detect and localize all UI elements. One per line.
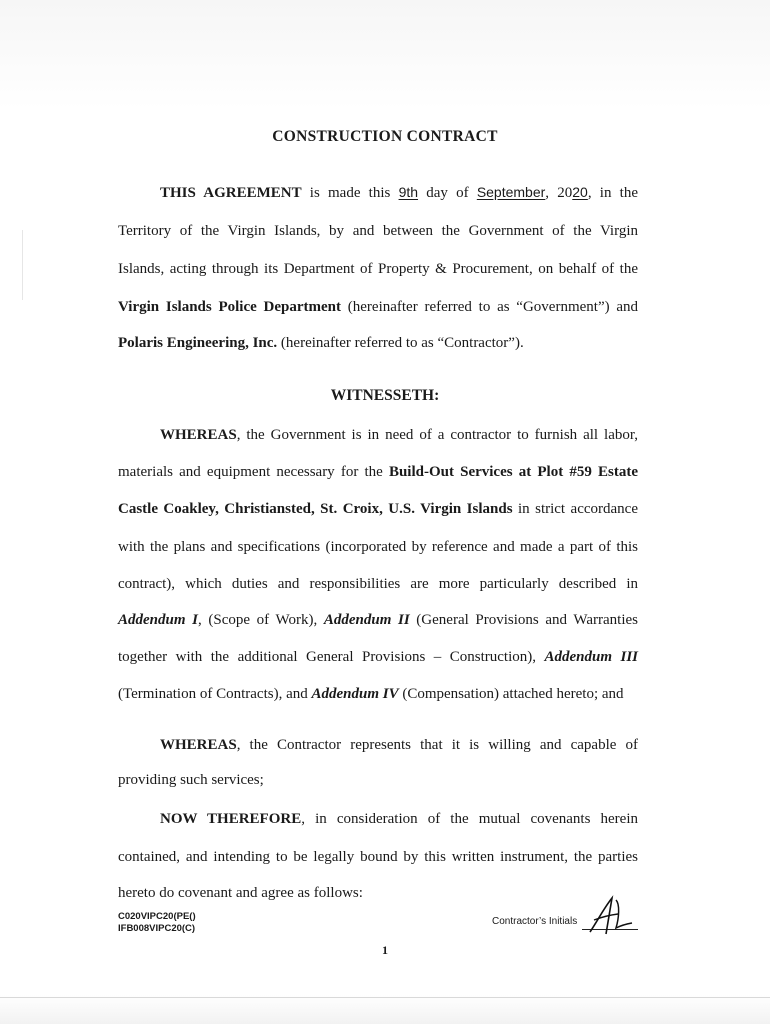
year-field: 20 <box>572 184 588 200</box>
whereas1-line-2: materials and equipment necessary for the Build-Out Services at Plot #59 Estate <box>118 464 638 480</box>
whereas2-line-1: WHEREAS, the Contractor represents that it is willing and capable of <box>160 737 638 753</box>
whereas2-line-2: providing such services; <box>118 772 264 788</box>
whereas1-line-3: Castle Coakley, Christiansted, St. Croix, U.S. Virgin Islands in strict accordance <box>118 501 638 517</box>
whereas1-line-5: contract), which duties and responsibilities are more particularly described in <box>118 576 638 592</box>
scan-edge <box>0 997 770 998</box>
whereas1-line-1: WHEREAS, the Government is in need of a contractor to furnish all labor, <box>160 427 638 443</box>
project-location: Castle Coakley, Christiansted, St. Croix, U.S. Virgin Islands <box>118 501 513 517</box>
scan-bleed-top <box>0 0 770 110</box>
whereas1-line-4: with the plans and specifications (incorporated by reference and made a part of this <box>118 539 638 555</box>
page-number: 1 <box>382 943 388 957</box>
opening-line-3: Islands, acting through its Department of Property & Procurement, on behalf of the <box>118 261 638 277</box>
initials-label: Contractor’s Initials <box>492 916 578 927</box>
initials-signature <box>586 890 634 938</box>
month-field: September <box>476 184 546 200</box>
agency-name: Virgin Islands Police Department <box>118 299 342 315</box>
contract-code: C020VIPC20(PE() <box>118 911 196 922</box>
opening-line-5: Polaris Engineering, Inc. (hereinafter referred to as “Contractor”). <box>118 335 524 351</box>
whereas1-line-7: together with the additional General Provisions – Construction), Addendum III <box>118 649 639 665</box>
scan-mark <box>22 230 23 300</box>
document-title: CONSTRUCTION CONTRACT <box>272 128 498 145</box>
whereas1-line-6: Addendum I, (Scope of Work), Addendum II (General Provisions and Warranties <box>118 612 638 628</box>
day-field: 9th <box>398 184 419 200</box>
witnesseth-heading: WITNESSETH: <box>330 387 440 404</box>
now-therefore-line-3: hereto do covenant and agree as follows: <box>118 885 363 901</box>
agreement-lead: THIS AGREEMENT <box>160 185 302 201</box>
scan-bleed-bottom <box>0 995 770 1024</box>
now-therefore-line-2: contained, and intending to be legally bound by this written instrument, the parties <box>118 849 638 865</box>
now-therefore-line-1: NOW THEREFORE, in consideration of the mutual covenants herein <box>160 811 638 827</box>
whereas1-line-8: (Termination of Contracts), and Addendum IV (Compensation) attached hereto; and <box>118 686 624 702</box>
document-codes <box>118 911 196 935</box>
opening-line-4: Virgin Islands Police Department (hereinafter referred to as “Government”) and <box>118 299 639 315</box>
opening-line-2: Territory of the Virgin Islands, by and between the Government of the Virgin <box>118 223 638 239</box>
ifb-code: IFB008VIPC20(C) <box>118 923 196 934</box>
project-name: Build-Out Services at Plot #59 Estate <box>388 464 638 480</box>
opening-line-1: THIS AGREEMENT is made this 9th day of September, 2020, in the <box>160 184 638 201</box>
contractor-name: Polaris Engineering, Inc. <box>118 335 278 351</box>
